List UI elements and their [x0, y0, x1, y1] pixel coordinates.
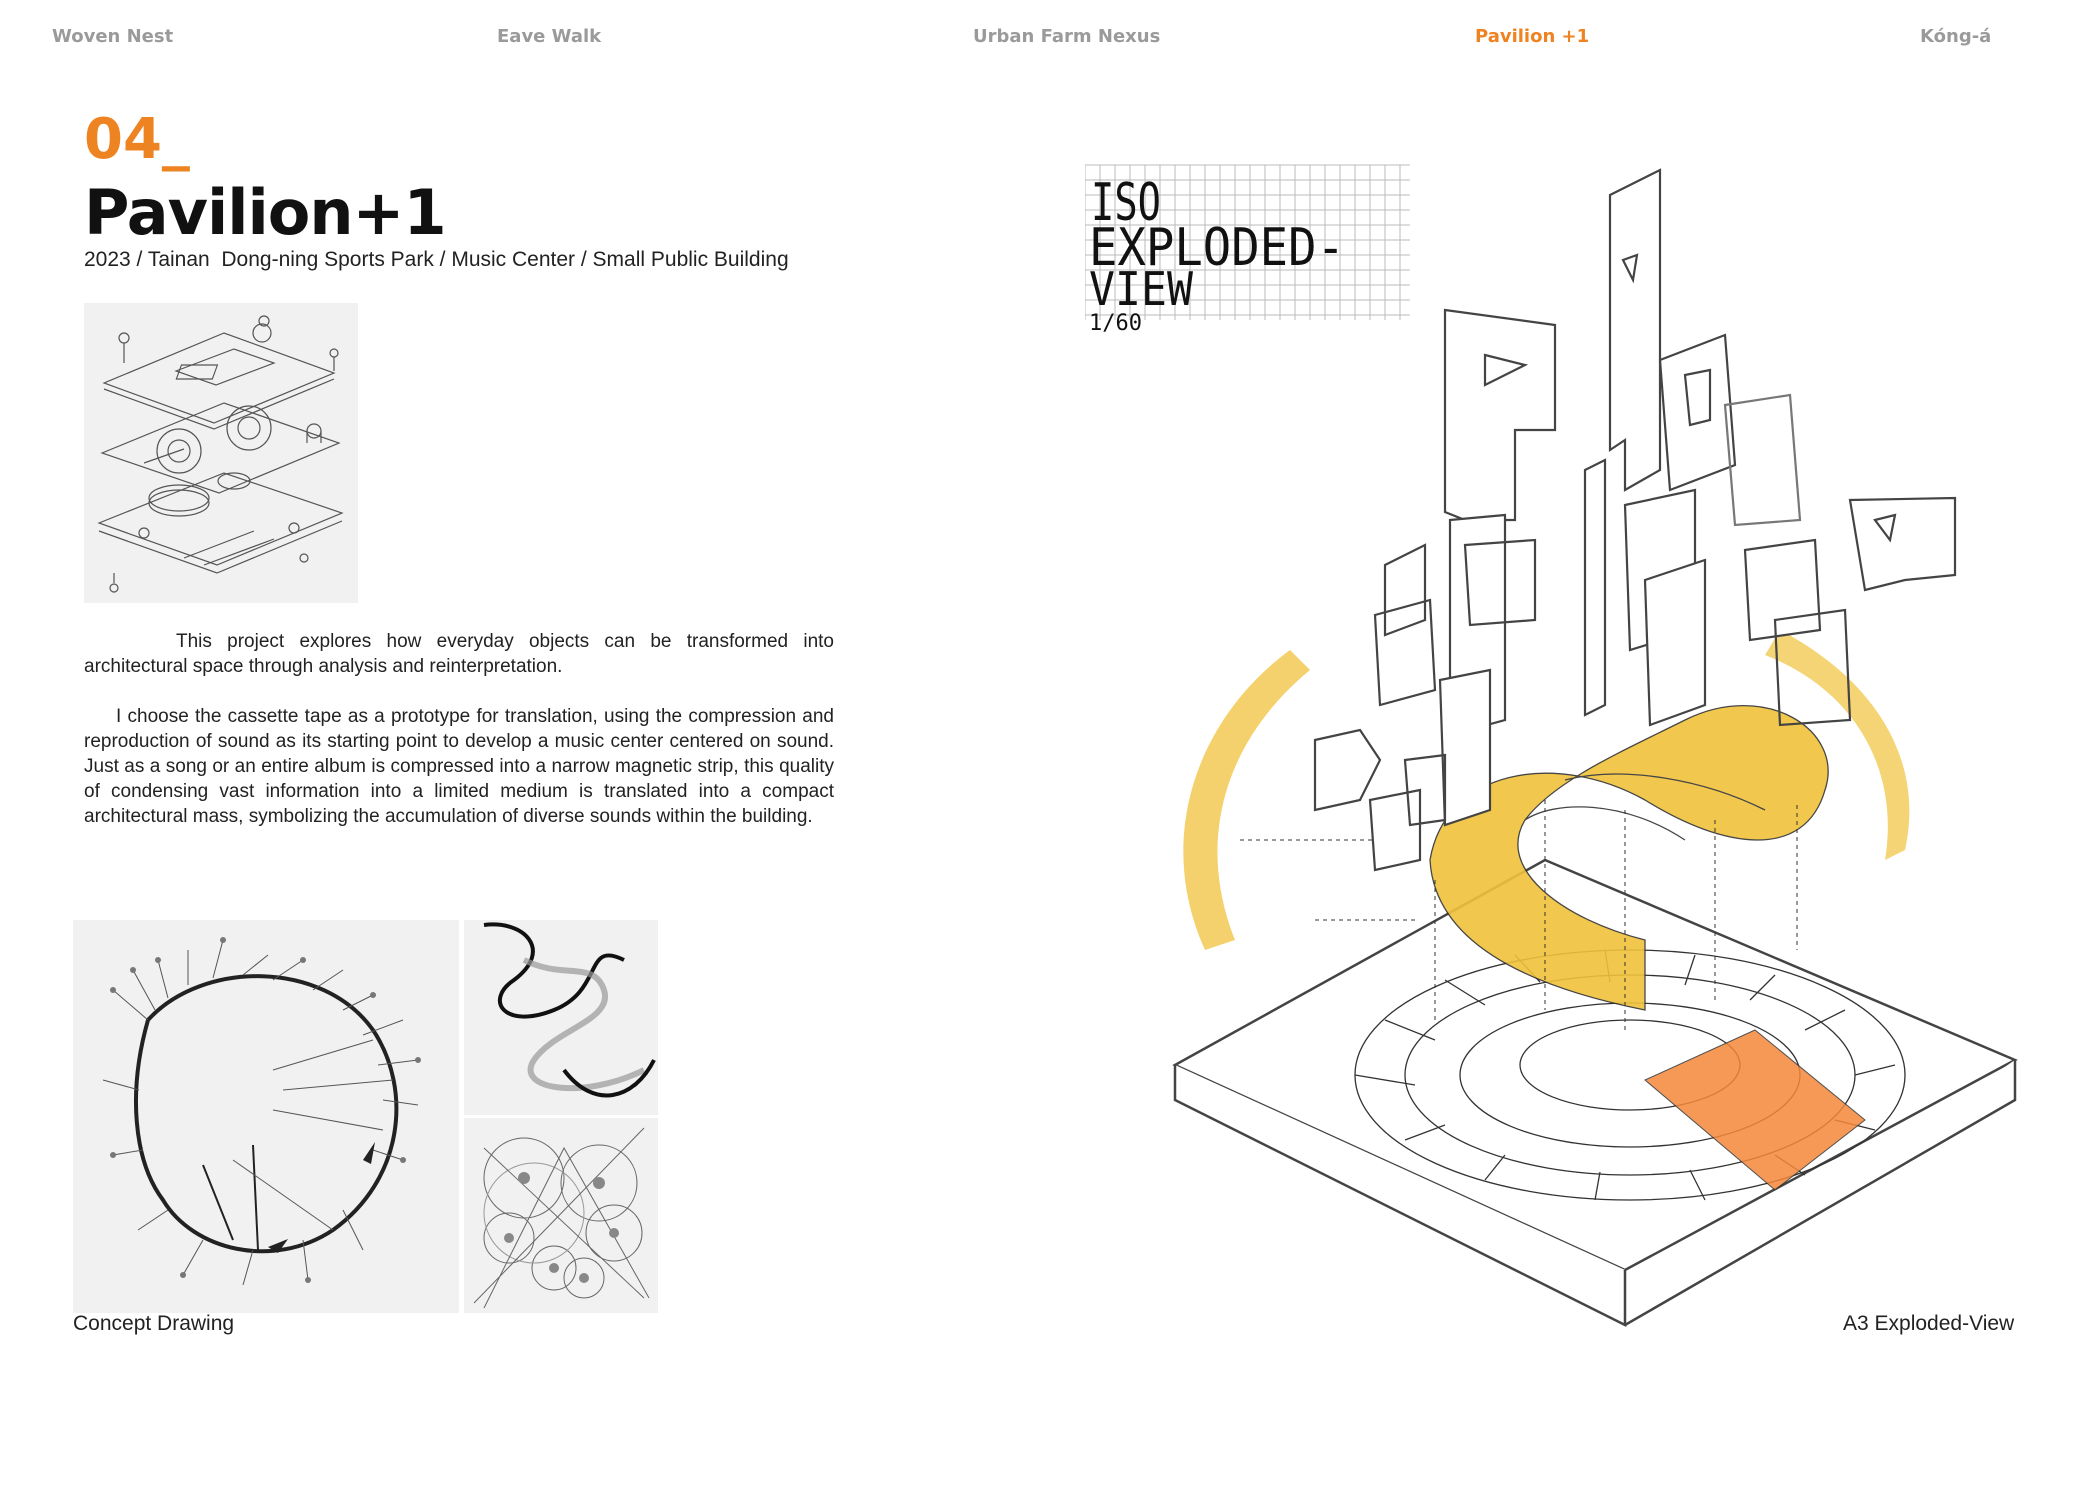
concept-circles-drawing: [464, 1118, 658, 1313]
stamp-exploded-text: EXPLODED-: [1089, 218, 1345, 278]
concept-drawing-caption: Concept Drawing: [73, 1312, 235, 1335]
sound-wave-sketch-icon: [464, 920, 658, 1115]
project-title: Pavilion+1: [84, 176, 446, 249]
sound-ring-sketch-icon: [73, 920, 459, 1313]
project-description-intro: This project explores how everyday objects can be transformed into architectural space through analysis and reinterpretation.: [84, 631, 834, 677]
cassette-sketch-icon: [84, 303, 358, 603]
stamp-scale-text: 1/60: [1089, 311, 1142, 336]
stamp-iso-text: ISO: [1091, 173, 1161, 233]
concept-ring-drawing: [73, 920, 459, 1313]
nav-pavilion-plus-one[interactable]: Pavilion +1: [1475, 26, 1590, 47]
iso-exploded-view-icon: [1085, 160, 2095, 1350]
nav-eave-walk[interactable]: Eave Walk: [497, 26, 602, 47]
concept-wave-drawing: [464, 920, 658, 1115]
nav-woven-nest[interactable]: Woven Nest: [52, 26, 174, 47]
cassette-sketch-image: [84, 303, 358, 603]
nav-kong-a[interactable]: Kóng-á: [1920, 26, 1992, 47]
top-navigation: [0, 0, 2100, 80]
exploded-view-drawing: [1085, 160, 2095, 1350]
nav-urban-farm-nexus[interactable]: Urban Farm Nexus: [973, 26, 1161, 47]
spool-circles-sketch-icon: [464, 1118, 658, 1313]
stamp-view-text: VIEW: [1089, 262, 1194, 316]
project-description-detail: I choose the cassette tape as a prototype for translation, using the compression and reproduction of sound as its starting point to develop a music center centered on sound. Just as a song or an entire album is compressed into a narrow magnetic strip, this quality of condensing vast information into a limited medium is translated into a compact architectural mass, symbolizing the accumulation of diverse sounds within the building.: [84, 706, 834, 827]
project-subtitle: 2023 / Tainan Dong-ning Sports Park / Music Center / Small Public Building: [84, 248, 789, 271]
exploded-view-caption: A3 Exploded-View: [1843, 1312, 2015, 1335]
project-number: 04_: [84, 107, 190, 172]
